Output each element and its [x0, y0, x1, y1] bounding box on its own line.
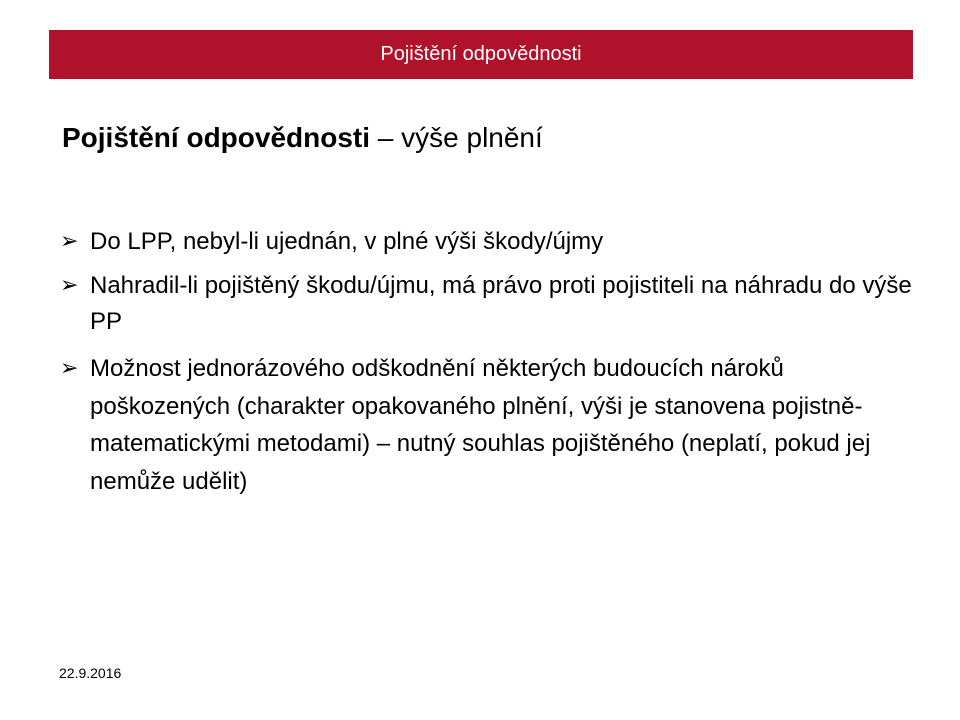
arrow-bullet-icon: ➢ — [60, 356, 79, 381]
bullet-text-1: Do LPP, nebyl-li ujednán, v plné výši škody/újmy — [90, 228, 604, 255]
arrow-bullet-icon: ➢ — [60, 229, 79, 254]
header-bar-text: Pojištění odpovědnosti — [380, 43, 582, 65]
footer-date: 22.9.2016 — [59, 665, 122, 681]
bullet-text-3: Možnost jednorázového odškodnění některých budoucích nároků poškozených (charakter opakovaného plnění, výši je stanovena pojistně-matematickými metodami) – nutný souhlas pojištěného (neplatí, pokud jej nemůže udělit) — [90, 355, 871, 495]
bullet-item-3 — [60, 350, 920, 500]
header-bar — [49, 30, 913, 79]
slide-title — [62, 118, 922, 158]
bullet-item-1 — [60, 224, 920, 260]
arrow-bullet-icon: ➢ — [60, 273, 79, 298]
slide-title-rest: – výše plnění — [370, 122, 543, 153]
bullet-list — [60, 224, 920, 508]
bullet-text-2: Nahradil-li pojištěný škodu/újmu, má právo proti pojistiteli na náhradu do výše PP — [90, 272, 912, 335]
slide-title-bold: Pojištění odpovědnosti — [62, 122, 371, 153]
bullet-item-2 — [60, 268, 920, 340]
